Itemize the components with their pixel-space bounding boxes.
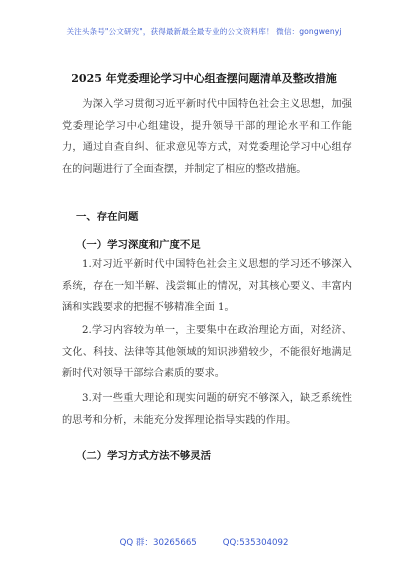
section-heading-problems: 一、存在问题 xyxy=(76,211,139,223)
list-item-text: 2.学习内容较为单一，主要集中在政治理论方面，对经济、文化、科技、法律等其他领域的知识涉猎较少，不能很好地满足新时代对领导干部综合素质的要求。 xyxy=(62,325,352,379)
intro-paragraph xyxy=(62,94,352,180)
subsection-heading-methods: （二）学习方式方法不够灵活 xyxy=(76,450,212,462)
document-title: 2025 年党委理论学习中心组查摆问题清单及整改措施 xyxy=(71,72,337,85)
header-promo-note: 关注头条号"公文研究"，获得最新最全最专业的公文资料库！ 微信：gongwenyj xyxy=(66,27,342,36)
footer-qq-group: QQ 群：30265665 xyxy=(119,538,197,548)
list-item xyxy=(62,320,352,385)
intro-text: 为深入学习贯彻习近平新时代中国特色社会主义思想，加强党委理论学习中心组建设，提升领导干部的理论水平和工作能力，通过自查自纠、征求意见等方式，对党委理论学习中心组存在的问题进行了全面查摆，并制定了相应的整改措施。 xyxy=(62,99,352,175)
footer-qq: QQ:535304092 xyxy=(222,538,289,548)
list-item-text: 3.对一些重大理论和现实问题的研究不够深入，缺乏系统性的思考和分析，未能充分发挥理论指导实践的作用。 xyxy=(62,393,352,426)
footer-contact-note xyxy=(0,536,408,548)
list-item xyxy=(62,388,352,431)
list-item xyxy=(62,254,352,319)
list-item-text: 1.对习近平新时代中国特色社会主义思想的学习还不够深入系统，存在一知半解、浅尝辄止的情况，对其核心要义、丰富内涵和实践要求的把握不够精准全面 1。 xyxy=(62,259,352,313)
subsection-heading-depth: （一）学习深度和广度不足 xyxy=(76,239,201,251)
